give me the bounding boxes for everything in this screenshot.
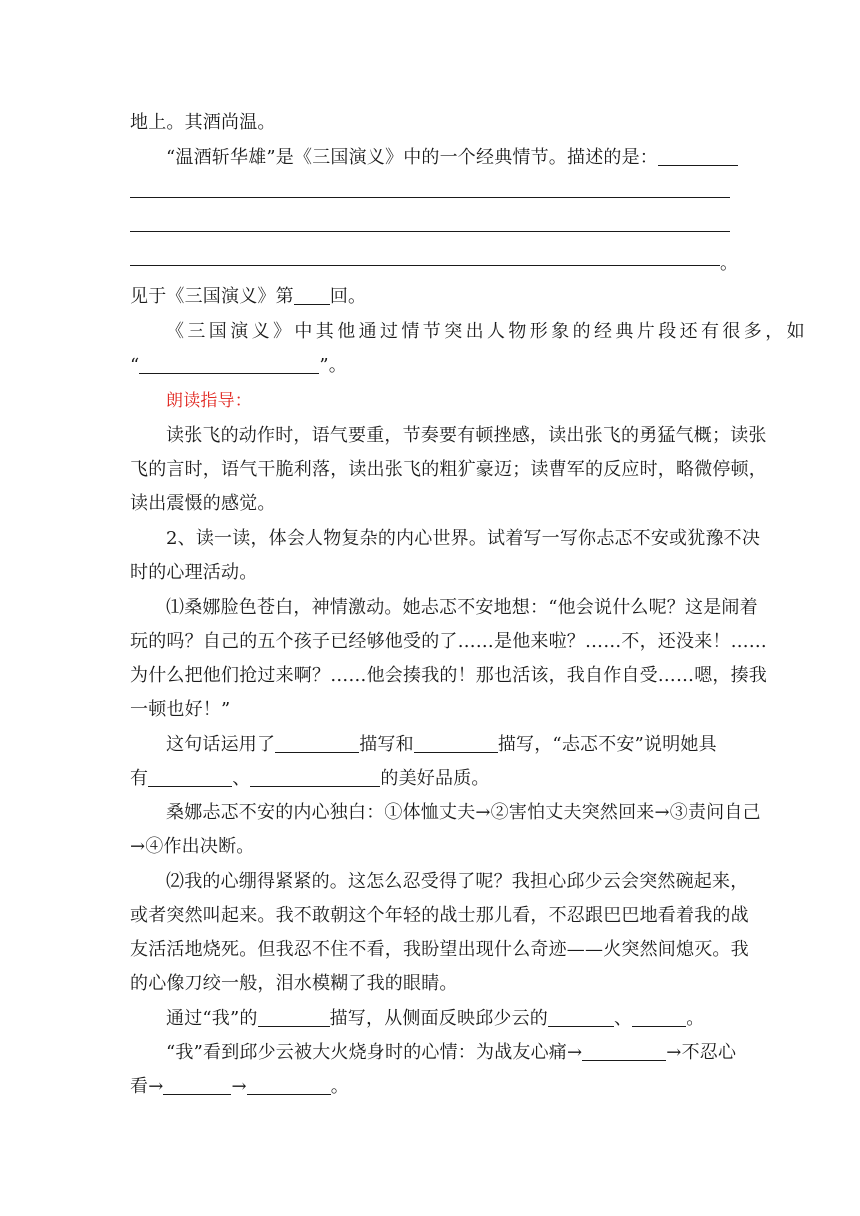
passage-line: ⑵我的心绷得紧紧的。这怎么忍受得了呢？我担心邱少云会突然碗起来， — [166, 871, 749, 892]
answer-blank[interactable] — [658, 147, 738, 166]
section-heading: 朗读指导： — [166, 391, 252, 411]
question-text: 、 — [614, 1008, 633, 1029]
question-text: 见于《三国演义》第 — [130, 286, 294, 307]
question-text: 通过“我”的 — [166, 1008, 258, 1029]
question-text: “我”看到邱少云被大火烧身时的心情：为战友心痛→ — [166, 1042, 583, 1063]
question-line — [166, 1041, 736, 1065]
question-text: 的美好品质。 — [380, 768, 490, 789]
text-line: 读张飞的动作时，语气要重，节奏要有顿挫感，读出张飞的勇猛气概；读张 — [166, 425, 767, 446]
question-text: 《三国演义》中其他通过情节突出人物形象的经典片段还有很多，如 — [166, 321, 808, 342]
text-line: 地上。其酒尚温。 — [130, 112, 276, 133]
question-text: 描写，“忐忑不安”说明她具 — [497, 734, 717, 755]
question-text: 。 — [686, 1008, 705, 1029]
passage-line: 的心像刀绞一般，泪水模糊了我的眼睛。 — [130, 973, 458, 994]
answer-blank[interactable] — [582, 1042, 666, 1061]
question-text: 。 — [330, 1076, 349, 1097]
question-line — [166, 733, 717, 757]
question-line — [130, 354, 347, 378]
text-line: 飞的言时，语气干脆利落，读出张飞的粗犷豪迈；读曹军的反应时，略微停顿， — [130, 459, 767, 480]
question-line — [130, 767, 490, 791]
answer-blank[interactable] — [632, 1008, 686, 1027]
passage-line: 为什么把他们抢过来啊？……他会揍我的！那也活该，我自作自受……嗯，揍我 — [130, 665, 767, 686]
monologue-line: →④作出决断。 — [130, 836, 255, 857]
question-text: →不忍心 — [666, 1042, 737, 1063]
answer-blank[interactable] — [294, 286, 330, 305]
answer-blank[interactable] — [275, 734, 359, 753]
passage-line: 一顿也好！” — [130, 699, 231, 720]
question-text: 看→ — [130, 1076, 164, 1097]
question-text: “温酒斩华雄”是《三国演义》中的一个经典情节。描述的是： — [166, 147, 659, 168]
passage-line: 或者突然叫起来。我不敢朝这个年轻的战士那儿看，不忍跟巴巴地看着我的战 — [130, 905, 749, 926]
question-line — [130, 285, 366, 309]
answer-blank[interactable] — [414, 734, 498, 753]
quote-close: ”。 — [319, 355, 348, 376]
passage-line: 友活活地烧死。但我忍不住不看，我盼望出现什么奇迹——火突然间熄灭。我 — [130, 939, 749, 960]
question-line — [166, 1007, 704, 1031]
text-line: 时的心理活动。 — [130, 562, 258, 583]
answer-blank[interactable] — [163, 1076, 231, 1095]
question-text: 、 — [232, 768, 251, 789]
period: 。 — [720, 253, 739, 274]
question-text: 有 — [130, 768, 149, 789]
question-text: 回。 — [329, 286, 367, 307]
answer-rule[interactable] — [130, 265, 720, 266]
passage-line: ⑴桑娜脸色苍白，神情激动。她忐忑不安地想：“他会说什么呢？这是闹着 — [166, 597, 758, 618]
text-line: 读出震慑的感觉。 — [130, 493, 276, 514]
question-line — [166, 146, 738, 170]
question-line — [130, 1075, 349, 1099]
answer-blank[interactable] — [250, 768, 380, 787]
question-text: 描写，从侧面反映邱少云的 — [329, 1008, 549, 1029]
answer-blank[interactable] — [139, 355, 319, 374]
answer-rule[interactable] — [130, 231, 730, 232]
answer-blank[interactable] — [548, 1008, 614, 1027]
question-text: → — [231, 1076, 247, 1097]
answer-blank[interactable] — [258, 1008, 330, 1027]
question-text: 这句话运用了 — [166, 734, 276, 755]
task-heading: 2、读一读，体会人物复杂的内心世界。试着写一写你忐忑不安或犹豫不决 — [166, 528, 761, 549]
passage-line: 玩的吗？自己的五个孩子已经够他受的了……是他来啦？……不，还没来！…… — [130, 631, 767, 652]
question-line — [166, 320, 808, 344]
answer-rule[interactable] — [130, 197, 730, 198]
monologue-line: 桑娜忐忑不安的内心独白：①体恤丈夫→②害怕丈夫突然回来→③责问自己 — [166, 802, 761, 823]
question-text: 描写和 — [359, 734, 414, 755]
quote-open: “ — [130, 355, 140, 376]
answer-blank[interactable] — [148, 768, 232, 787]
answer-blank[interactable] — [247, 1076, 331, 1095]
